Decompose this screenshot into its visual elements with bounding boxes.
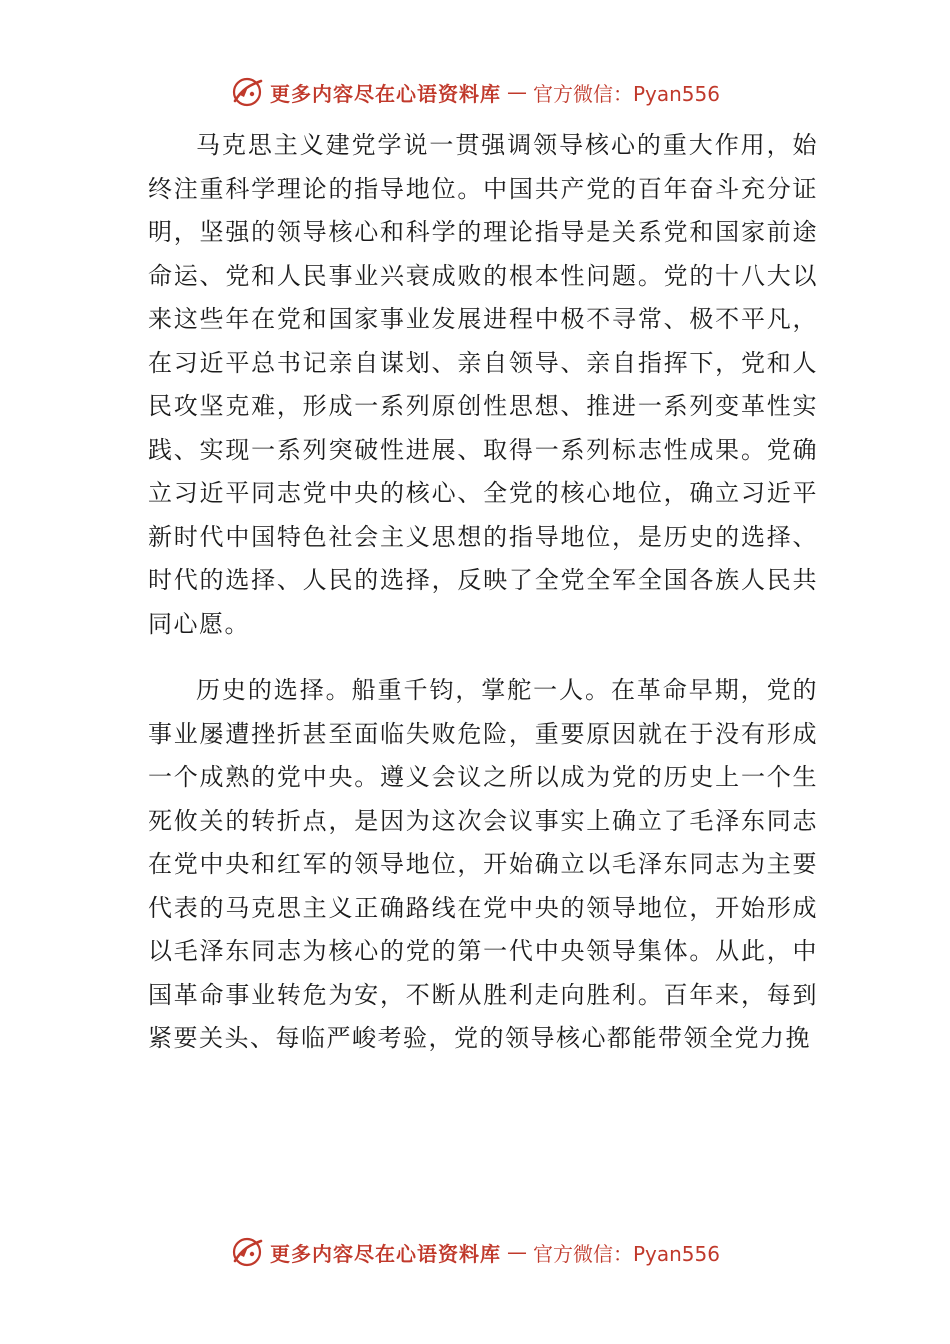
- footer-watermark: [230, 1235, 720, 1269]
- footer-site-name: 更多内容尽在心语资料库: [269, 1241, 501, 1266]
- header-site-name: 更多内容尽在心语资料库: [269, 81, 501, 106]
- header-separator: —: [506, 80, 527, 104]
- brand-logo-icon: [230, 75, 264, 109]
- header-contact: 官方微信：Pyan556: [532, 81, 720, 106]
- header-watermark: [230, 75, 720, 109]
- footer-separator: —: [506, 1240, 527, 1264]
- page-header: [0, 72, 950, 112]
- footer-contact: 官方微信：Pyan556: [532, 1241, 720, 1266]
- brand-logo-icon: [230, 1235, 264, 1269]
- page-footer: [0, 1232, 950, 1272]
- paragraph: 历史的选择。船重千钧，掌舵一人。在革命早期，党的事业屡遭挫折甚至面临失败危险，重要原因就在于没有形成一个成熟的党中央。遵义会议之所以成为党的历史上一个生死攸关的转折点，是因为这次会议事实上确立了毛泽东同志在党中央和红军的领导地位，开始确立以毛泽东同志为主要代表的马克思主义正确路线在党中央的领导地位，开始形成以毛泽东同志为核心的党的第一代中央领导集体。从此，中国革命事业转危为安，不断从胜利走向胜利。百年来，每到紧要关头、每临严峻考验，党的领导核心都能带领全党力挽: [148, 676, 818, 1052]
- document-body: [148, 124, 818, 1061]
- paragraph: 马克思主义建党学说一贯强调领导核心的重大作用，始终注重科学理论的指导地位。中国共产党的百年奋斗充分证明，坚强的领导核心和科学的理论指导是关系党和国家前途命运、党和人民事业兴衰成败的根本性问题。党的十八大以来这些年在党和国家事业发展进程中极不寻常、极不平凡， 在习近平总书记亲自谋划、亲自领导、亲自指挥下，党和人民攻坚克难，形成一系列原创性思想、推进一系列变革性实践、实现一系列突破性进展、取得一系列标志性成果。党确立习近平同志党中央的核心、全党的核心地位，确立习近平新时代中国特色社会主义思想的指导地位，是历史的选择、 时代的选择、人民的选择，反映了全党全军全国各族人民共同心愿。: [148, 131, 818, 638]
